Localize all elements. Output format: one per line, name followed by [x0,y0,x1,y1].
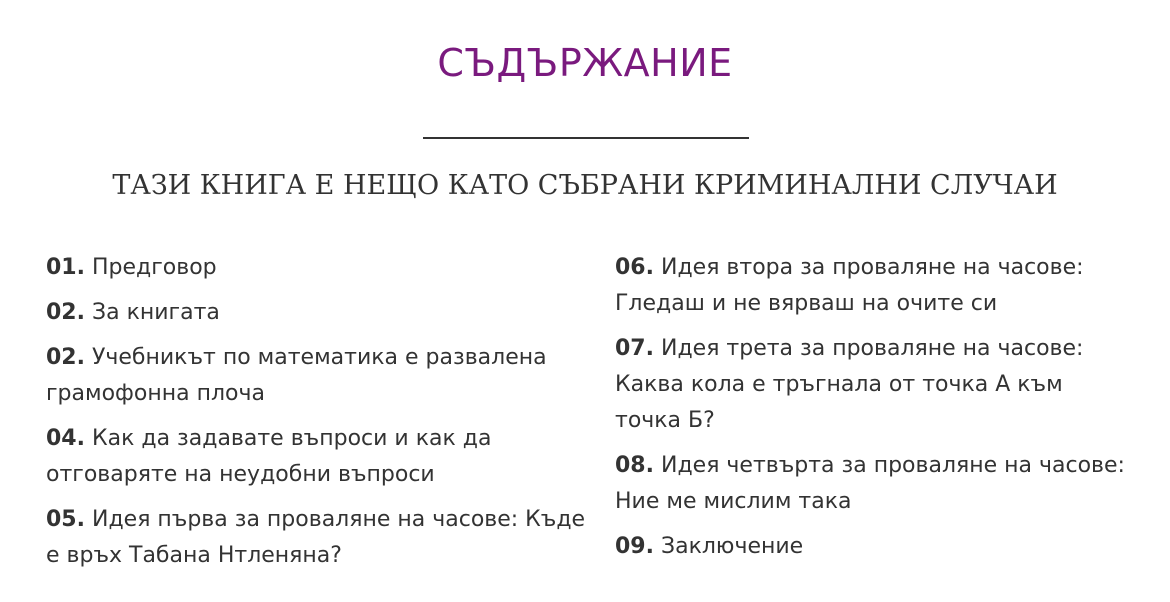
toc-item-label: Идея четвърта за проваляне на часове: Ние ме мислим така [615,453,1125,514]
toc-column-right [615,250,1135,574]
title-divider [423,137,749,139]
toc-item-number: 06. [615,255,654,280]
toc-item-label: Предговор [91,255,217,280]
page-subtitle: ТАЗИ КНИГА Е НЕЩО КАТО СЪБРАНИ КРИМИНАЛНИ СЛУЧАИ [112,170,1058,201]
toc-item-number: 05. [46,507,85,532]
toc-item-02[interactable] [46,295,586,331]
toc-item-number: 04. [46,426,85,451]
toc-item-05[interactable] [46,502,586,574]
toc-item-label: Заключение [660,534,804,559]
toc-item-03[interactable] [46,340,586,412]
toc-item-label: Учебникът по математика е развалена грамофонна плоча [46,345,547,406]
toc-item-number: 02. [46,300,85,325]
toc-item-07[interactable] [615,331,1135,439]
toc-item-number: 01. [46,255,85,280]
toc-item-number: 02. [46,345,85,370]
toc-item-label: Идея втора за проваляне на часове: Гледаш и не вярваш на очите си [615,255,1084,316]
toc-item-04[interactable] [46,421,586,493]
toc-item-label: Как да задавате въпроси и как да отговаряте на неудобни въпроси [46,426,492,487]
toc-item-06[interactable] [615,250,1135,322]
toc-item-label: Идея първа за проваляне на часове: Къде е връх Табана Нтленяна? [46,507,586,568]
toc-item-01[interactable] [46,250,586,286]
toc-item-label: За книгата [91,300,220,325]
toc-item-number: 07. [615,336,654,361]
toc-item-label: Идея трета за проваляне на часове: Каква кола е тръгнала от точка А към точка Б? [615,336,1084,433]
toc-item-08[interactable] [615,448,1135,520]
toc-item-number: 09. [615,534,654,559]
page-title: СЪДЪРЖАНИЕ [437,41,733,85]
toc-item-number: 08. [615,453,654,478]
toc-item-09[interactable] [615,529,1135,565]
toc-column-left [46,250,586,583]
